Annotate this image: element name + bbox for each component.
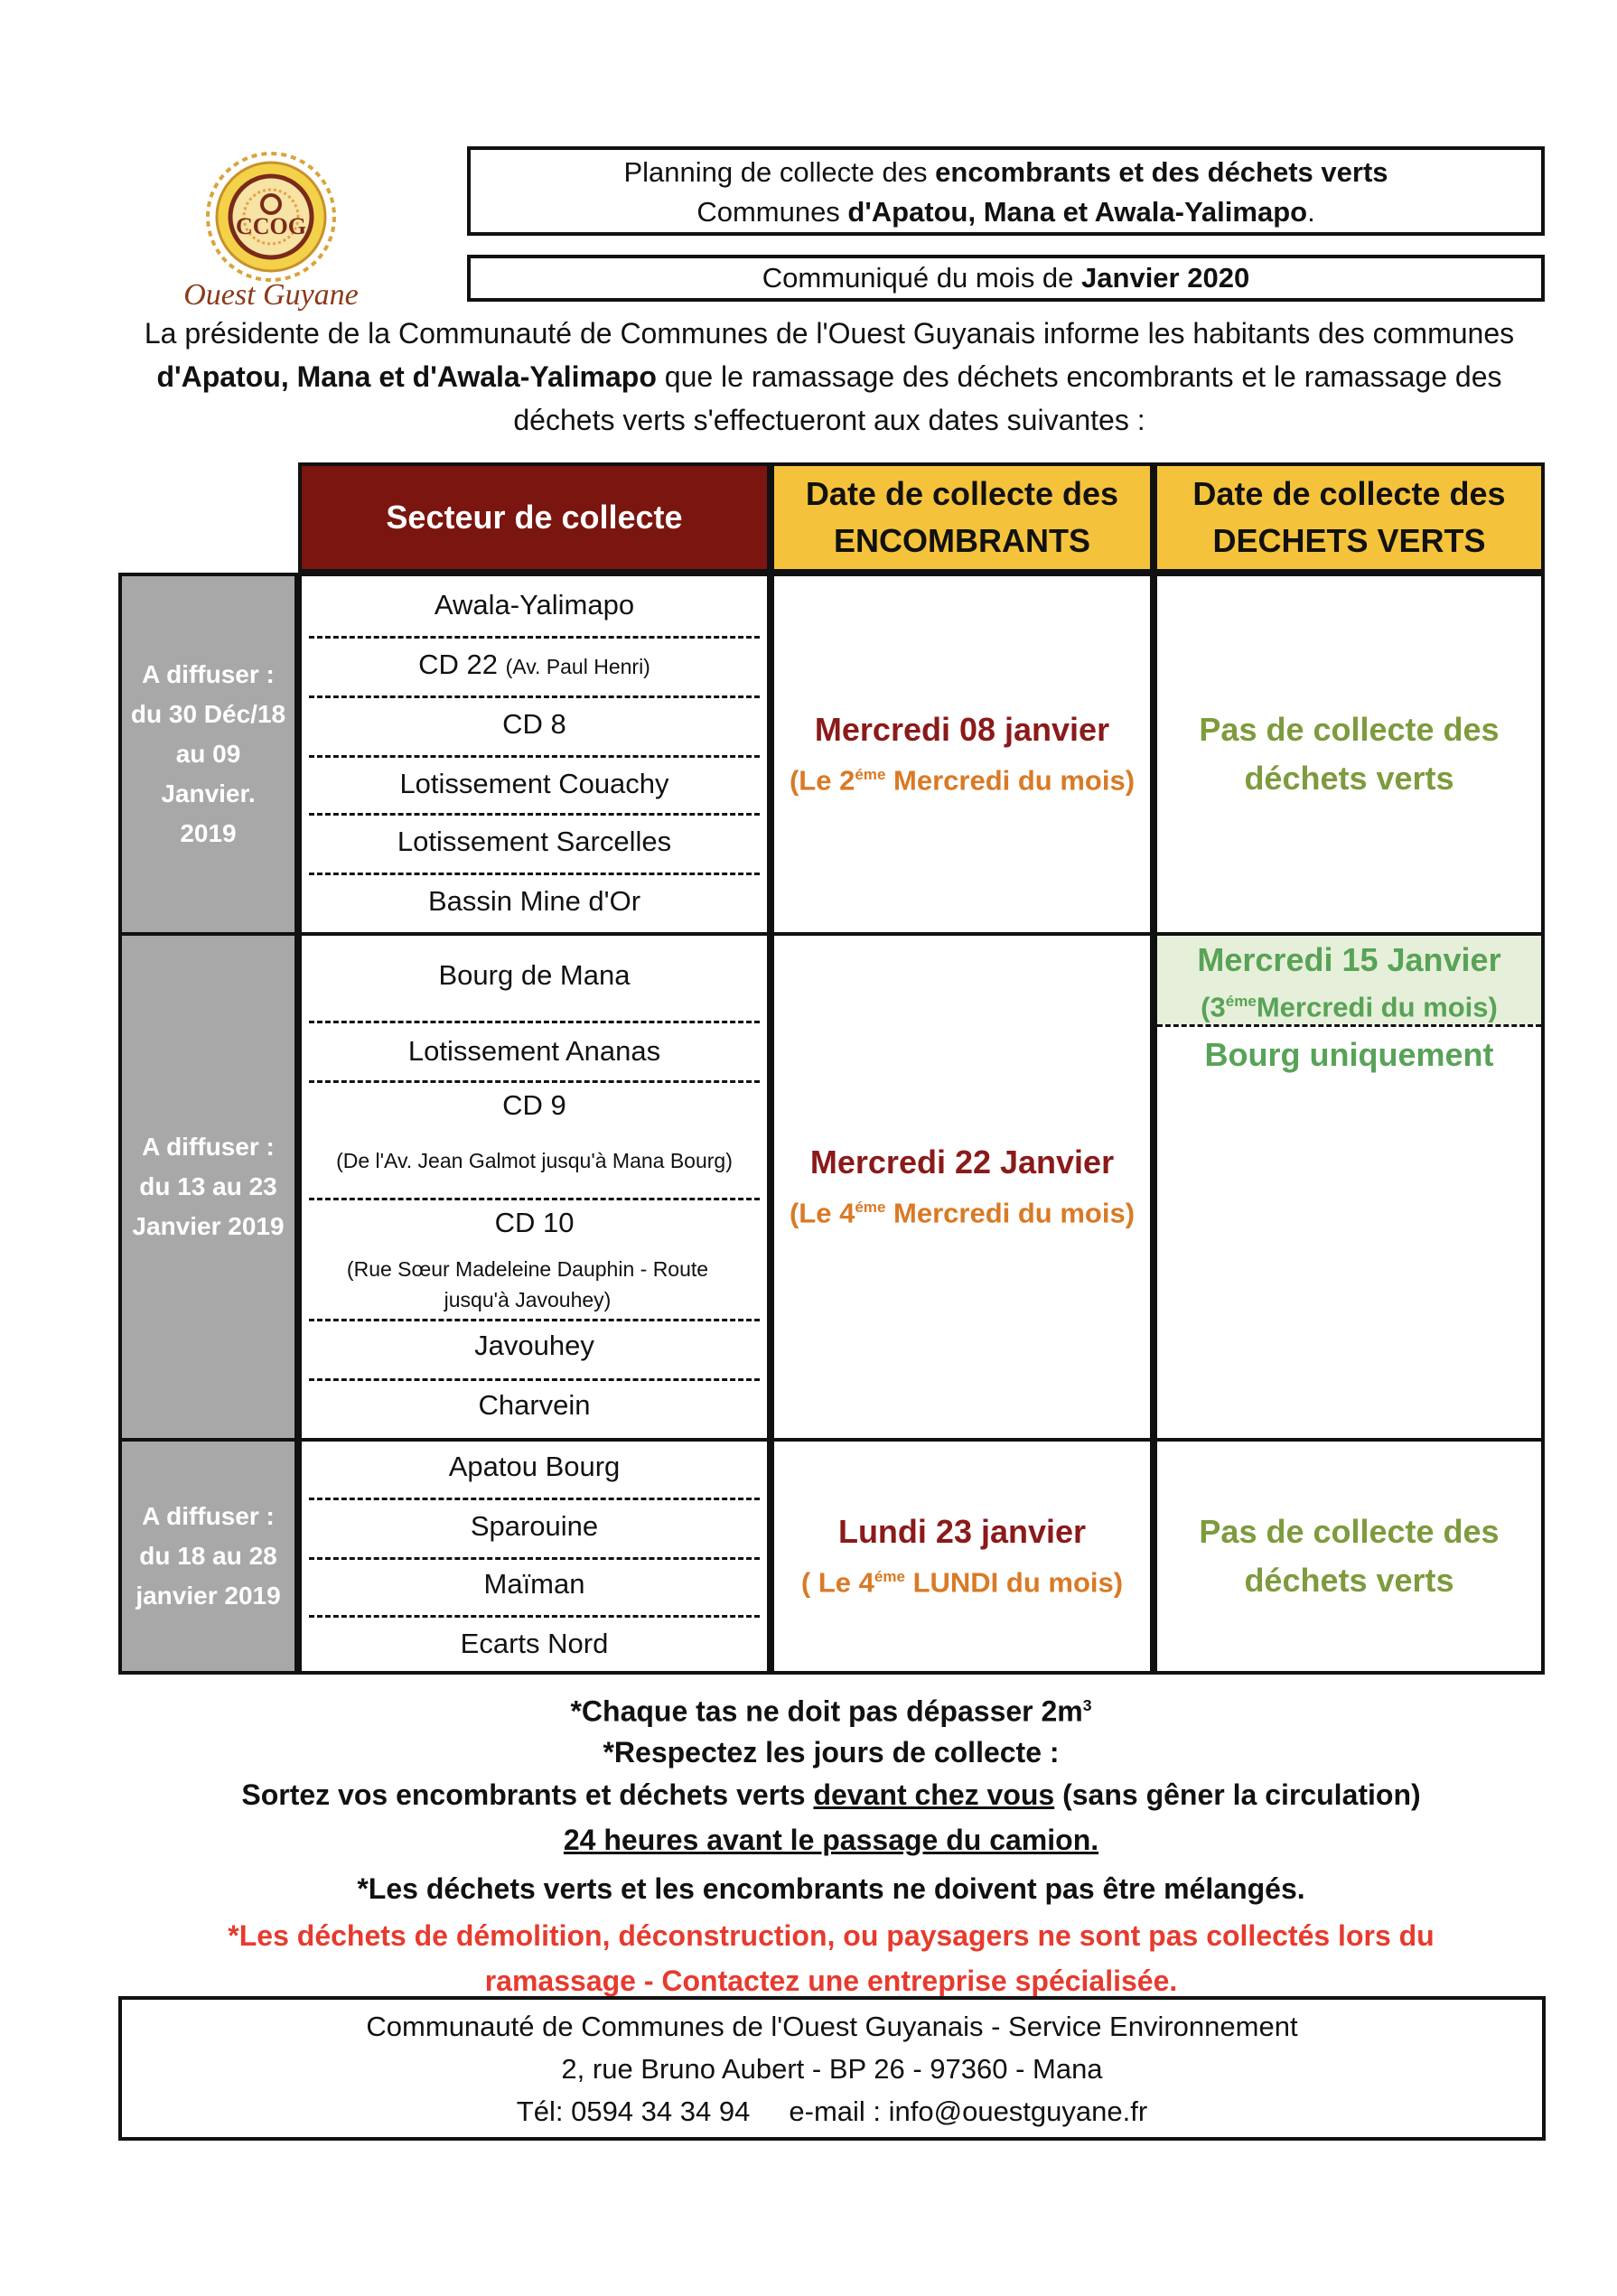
sector-list-2 xyxy=(298,932,771,1442)
list-item: Maïman xyxy=(483,1568,585,1600)
encombrants-date-2: Mercredi 22 Janvier (Le $4^{éme}$ Mercredi du mois) xyxy=(771,932,1154,1442)
divider xyxy=(309,1557,760,1560)
list-item-note: (De l'Av. Jean Galmot jusqu'à Mana Bourg) xyxy=(336,1149,733,1172)
title-line-1: Planning de collecte des encombrants et des déchets verts xyxy=(623,156,1388,188)
list-item: Bassin Mine d'Or xyxy=(427,885,641,917)
note-2: *Respectez les jours de collecte : xyxy=(603,1735,1060,1769)
encombrants-date-1: Mercredi 08 janvier (Le $2^{éme}$ Mercredi du mois) xyxy=(771,573,1154,936)
note-4: 24 heures avant le passage du camion. xyxy=(563,1823,1099,1856)
footer-box xyxy=(118,1996,1546,2141)
verts-place: Bourg uniquement xyxy=(1204,1036,1494,1073)
diffuse-period-2: A diffuser : du 13 au 23 Janvier 2019 xyxy=(118,932,298,1442)
list-item: Apatou Bourg xyxy=(448,1451,621,1482)
divider xyxy=(1157,1024,1541,1027)
header-dechets-verts: Date de collecte des DECHETS VERTS xyxy=(1154,462,1545,573)
divider xyxy=(309,1319,760,1321)
list-item: Lotissement Couachy xyxy=(399,768,669,799)
title-line-2: Communes d'Apatou, Mana et Awala-Yalimapo. xyxy=(696,196,1315,228)
verts-date-sub: ($3^{éme}Mercredi$ du mois) xyxy=(1201,991,1498,1023)
list-item: CD 22 (Av. Paul Henri) xyxy=(418,649,650,680)
list-item: CD 10 xyxy=(494,1207,575,1238)
divider xyxy=(309,873,760,875)
ccog-logo xyxy=(149,149,393,312)
list-item: Lotissement Ananas xyxy=(407,1035,661,1067)
list-item: Sparouine xyxy=(470,1510,599,1542)
intro-text xyxy=(116,312,1543,442)
divider xyxy=(309,1080,760,1083)
divider xyxy=(309,1198,760,1200)
intro-line-1: La présidente de la Communauté de Communes de l'Ouest Guyanais informe les habitants des communes xyxy=(144,317,1515,350)
encombrants-date-3: Lundi 23 janvier ( Le $4^{éme}$ LUNDI du mois) xyxy=(771,1438,1154,1675)
list-item: Awala-Yalimapo xyxy=(434,589,635,621)
divider xyxy=(309,1615,760,1618)
warning-line-2: ramassage - Contactez une entreprise spécialisée. xyxy=(484,1964,1178,1997)
note-3: Sortez vos encombrants et déchets verts devant chez vous (sans gêner la circulation) xyxy=(241,1778,1421,1811)
header-encombrants: Date de collecte des ENCOMBRANTS xyxy=(771,462,1154,573)
divider xyxy=(309,695,760,698)
footer-contact: Tél: 0594 34 34 94 e-mail : info@ouestguyane.fr xyxy=(516,2095,1148,2127)
diffuse-period-1: A diffuser : du 30 Déc/18 au 09 Janvier. 2019 xyxy=(118,573,298,936)
notes xyxy=(117,1685,1545,2003)
list-item: Ecarts Nord xyxy=(460,1628,609,1659)
warning-line-1: *Les déchets de démolition, déconstruction, ou paysagers ne sont pas collectés lors du xyxy=(228,1918,1435,1952)
list-item: CD 9 xyxy=(502,1089,566,1121)
verts-date-3: Pas de collecte des déchets verts xyxy=(1154,1438,1545,1675)
divider xyxy=(309,755,760,758)
footer-org: Communauté de Communes de l'Ouest Guyanais - Service Environnement xyxy=(366,2011,1298,2042)
list-item: Lotissement Sarcelles xyxy=(397,826,672,857)
divider xyxy=(309,1378,760,1381)
verts-date-text: Mercredi 15 Janvier xyxy=(1197,941,1501,978)
sector-list-1 xyxy=(298,573,771,936)
divider xyxy=(309,1021,760,1023)
list-item-note: (Rue Sœur Madeleine Dauphin - Route jusqu'à Javouhey) xyxy=(346,1257,709,1311)
list-item: Bourg de Mana xyxy=(438,959,631,991)
logo-script: Ouest Guyane xyxy=(183,278,359,312)
divider xyxy=(309,1498,760,1500)
footer-address: 2, rue Bruno Aubert - BP 26 - 97360 - Mana xyxy=(561,2053,1103,2085)
intro-line-2: d'Apatou, Mana et d'Awala-Yalimapo que le ramassage des déchets encombrants et le ramassage des xyxy=(156,360,1502,393)
intro-line-3: déchets verts s'effectueront aux dates suivantes : xyxy=(513,404,1145,436)
verts-date-1: Pas de collecte des déchets verts xyxy=(1154,573,1545,936)
list-item: CD 8 xyxy=(502,708,566,740)
verts-date-2 xyxy=(1154,932,1545,1442)
header-sector: Secteur de collecte xyxy=(298,462,771,573)
note-1: *Chaque tas ne doit pas dépasser $2m^3$ xyxy=(570,1694,1092,1728)
title-box xyxy=(467,146,1545,236)
list-item: Charvein xyxy=(478,1389,591,1421)
divider xyxy=(309,813,760,816)
note-5: *Les déchets verts et les encombrants ne doivent pas être mélangés. xyxy=(357,1871,1305,1905)
list-item: Javouhey xyxy=(474,1330,594,1361)
communique-box: Communiqué du mois de Janvier 2020 xyxy=(467,255,1545,302)
diffuse-period-3: A diffuser : du 18 au 28 janvier 2019 xyxy=(118,1438,298,1675)
logo-text: CCOG xyxy=(236,213,306,239)
divider xyxy=(309,636,760,639)
sector-list-3 xyxy=(298,1438,771,1675)
